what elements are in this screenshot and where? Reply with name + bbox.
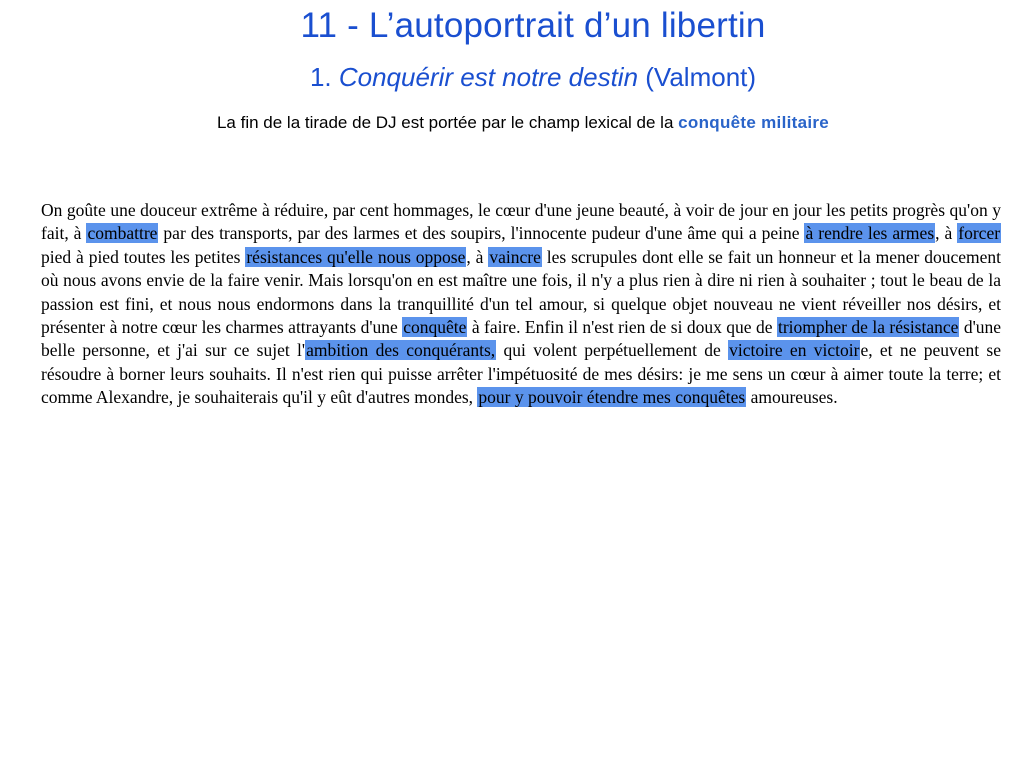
passage-text: à faire. Enfin il n'est rien de si doux que de xyxy=(471,317,773,338)
passage-text: pied à pied toutes les petites xyxy=(41,246,241,267)
highlight-combattre: combattre xyxy=(87,223,158,244)
slide-subtitle xyxy=(0,62,1024,93)
intro-accent: conquête militaire xyxy=(678,113,830,132)
slide-title: 11 - L’autoportrait d’un libertin xyxy=(300,6,766,45)
subtitle-number: 1. xyxy=(309,62,332,92)
highlight-etendre-conquetes: pour y pouvoir étendre mes conquêtes xyxy=(478,387,746,408)
passage-text: , à xyxy=(935,223,953,244)
passage-text: d'une belle personne, et j'ai sur ce sujet l' xyxy=(41,317,1002,361)
highlight-ambition: ambition des conquérants, xyxy=(306,340,496,361)
highlight-forcer: forcer xyxy=(958,223,1001,244)
passage-text: qui volent perpétuellement de xyxy=(503,340,721,361)
highlight-vaincre: vaincre xyxy=(489,246,541,267)
highlight-resistances: résistances qu'elle nous oppose xyxy=(246,246,466,267)
quoted-passage xyxy=(41,199,1001,410)
highlight-victoire: victoire en victoir xyxy=(729,340,860,361)
passage-text: On goûte une douceur extrême à réduire, par cent hommages, le cœur d'une jeune beauté, à voir de jour en jour les petits progrès qu'on y fait, à xyxy=(41,200,1001,244)
subtitle-suffix: (Valmont) xyxy=(645,62,757,92)
highlight-conquete: conquête xyxy=(403,317,467,338)
intro-sentence xyxy=(0,113,1024,133)
subtitle-italic: Conquérir est notre destin xyxy=(338,62,639,92)
highlight-triompher: triompher de la résistance xyxy=(777,317,959,338)
intro-text: La fin de la tirade de DJ est portée par le champ lexical de la xyxy=(216,113,674,132)
highlight-rendre-les-armes: à rendre les armes xyxy=(805,223,935,244)
passage-text: amoureuses. xyxy=(750,387,838,408)
passage-text: les scrupules dont elle se fait un honneur et la mener doucement où nous avons envie de la faire venir. Mais lorsqu'on en est maître une fois, il n'y a plus rien à dire ni rien à souhaiter ; tout le beau de la passion est fini, et nous nous endormons dans la tranquillité d'un tel amour, si quelque objet nouveau ne vient réveiller nos désirs, et présenter à notre cœur les charmes attrayants d'une xyxy=(41,246,1002,338)
passage-text: e, et ne peuvent se résoudre à borner leurs souhaits. Il n'est rien qui puisse arrêter l'impétuosité de mes désirs: je me sens un cœur à aimer toute la terre; et comme Alexandre, je souhaiterais qu'il y eût d'autres mondes, xyxy=(41,340,1001,408)
passage-text: , à xyxy=(466,246,484,267)
passage-text: par des transports, par des larmes et des soupirs, l'innocente pudeur d'une âme qui a peine xyxy=(163,223,800,244)
